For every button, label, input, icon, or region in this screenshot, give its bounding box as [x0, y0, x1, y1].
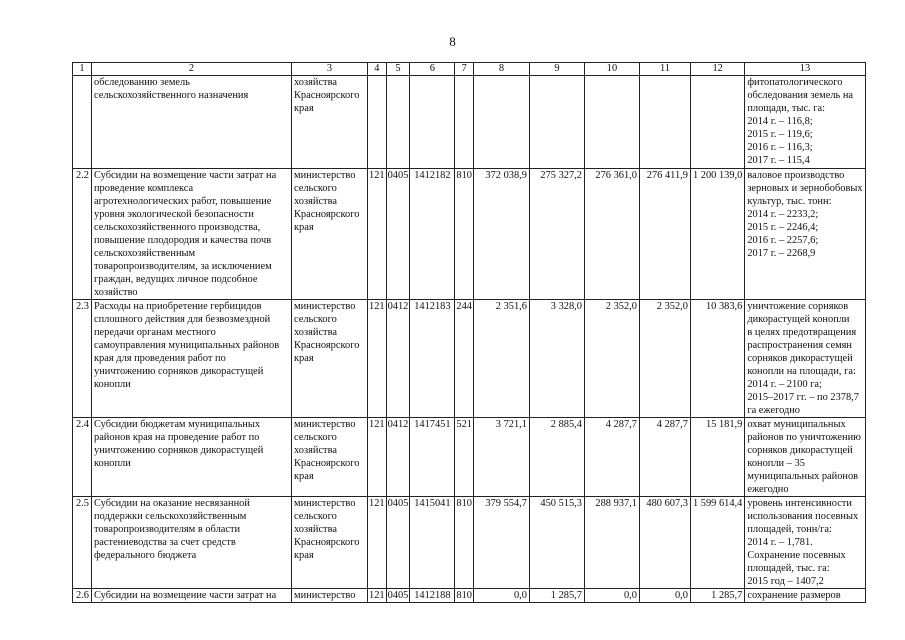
expected-result-line: уровень интенсивности [747, 498, 852, 509]
measure-name-line: уровня экологической безопасности [94, 209, 254, 220]
expected-result [745, 589, 865, 603]
header-cell-9: 9 [529, 63, 584, 76]
code-section-cell: 0405 [386, 169, 410, 300]
measure-name-line: Субсидии бюджетам муниципальных [94, 419, 261, 430]
measure-name [92, 497, 292, 589]
code-expense-cell [455, 76, 474, 169]
amount-2014-cell: 2 351,6 [473, 300, 529, 418]
row-number: 2.3 [73, 300, 92, 418]
agency-cell-line: Красноярского [294, 537, 360, 548]
agency-cell-line: сельского [294, 432, 337, 443]
expected-result-line: конопли на площади, га: [747, 366, 856, 377]
row-number: 2.2 [73, 169, 92, 300]
table-header [73, 63, 866, 76]
expected-result-line: 2016 г. – 116,3; [747, 142, 813, 153]
table-row [73, 169, 866, 300]
amount-total-cell: 15 181,9 [690, 418, 744, 497]
amount-2016-cell: 288 937,1 [584, 497, 639, 589]
code-target-cell [410, 76, 455, 169]
amount-total-cell: 1 599 614,4 [690, 497, 744, 589]
expected-result-line: 2016 г. – 2257,6; [747, 235, 819, 246]
table-row [73, 418, 866, 497]
agency-cell [292, 76, 368, 169]
header-cell-5: 5 [386, 63, 410, 76]
agency-cell-line: края [294, 550, 314, 561]
expected-result [745, 418, 865, 497]
row-number: 2.4 [73, 418, 92, 497]
measure-name [92, 169, 292, 300]
amount-2014-cell [473, 76, 529, 169]
expected-result-line: сорняков дикорастущей [747, 445, 853, 456]
amount-2016-cell [584, 76, 639, 169]
agency-cell-line: хозяйства [294, 196, 337, 207]
amount-2015-cell: 275 327,2 [529, 169, 584, 300]
expected-result-line: культур, тыс. тонн: [747, 196, 832, 207]
expected-result-line: площадей, тонн/га: [747, 524, 832, 535]
measure-name-line: уничтожению сорняков дикорастущей [94, 445, 264, 456]
row-number: 2.6 [73, 589, 92, 603]
measure-name-line: хозяйство [94, 287, 138, 298]
header-cell-3: 3 [292, 63, 368, 76]
agency-cell [292, 418, 368, 497]
header-cell-6: 6 [410, 63, 455, 76]
amount-2016-cell: 0,0 [584, 589, 639, 603]
measure-name-line: агротехнологических работ, повышение [94, 196, 272, 207]
code-target-cell: 1415041 [410, 497, 455, 589]
agency-cell-line: министерство [294, 170, 356, 181]
amount-2015-cell [529, 76, 584, 169]
agency-cell [292, 300, 368, 418]
header-cell-13: 13 [745, 63, 865, 76]
expected-result-line: использования посевных [747, 511, 859, 522]
expected-result-line: сохранение размеров [747, 590, 841, 601]
header-cell-1: 1 [73, 63, 92, 76]
amount-total-cell: 1 200 139,0 [690, 169, 744, 300]
expected-result-line: районов по уничтожению [747, 432, 861, 443]
code-gp-cell: 121 [368, 497, 387, 589]
amount-total-cell: 10 383,6 [690, 300, 744, 418]
amount-2016-cell: 276 361,0 [584, 169, 639, 300]
code-gp-cell [368, 76, 387, 169]
expected-result [745, 497, 865, 589]
expected-result-line: 2015 г. – 2246,4; [747, 222, 819, 233]
table-row [73, 497, 866, 589]
header-cell-8: 8 [473, 63, 529, 76]
header-cell-7: 7 [455, 63, 474, 76]
table-body [73, 76, 866, 603]
expected-result-line: дикорастущей конопли [747, 314, 850, 325]
expected-result-line: 2014 г. – 2100 га; [747, 379, 822, 390]
expected-result-line: уничтожение сорняков [747, 301, 849, 312]
amount-2015-cell: 450 515,3 [529, 497, 584, 589]
expected-result-line: муниципальных районов [747, 471, 859, 482]
table-row [73, 589, 866, 603]
amount-total-cell: 1 285,7 [690, 589, 744, 603]
expected-result-line: 2014 г. – 2233,2; [747, 209, 819, 220]
expected-result-line: га ежегодно [747, 405, 801, 416]
amount-2014-cell: 0,0 [473, 589, 529, 603]
agency-cell-line: хозяйства [294, 77, 337, 88]
measure-name [92, 76, 292, 169]
expected-result-line: Сохранение посевных [747, 550, 846, 561]
expected-result-line: валовое производство [747, 170, 845, 181]
agency-cell-line: хозяйства [294, 524, 337, 535]
header-cell-2: 2 [92, 63, 292, 76]
header-cell-4: 4 [368, 63, 387, 76]
agency-cell [292, 589, 368, 603]
amount-2014-cell: 379 554,7 [473, 497, 529, 589]
measure-name-line: граждан, ведущих личное подсобное [94, 274, 258, 285]
row-number [73, 76, 92, 169]
agency-cell-line: хозяйства [294, 327, 337, 338]
measure-name-line: уничтожению сорняков дикорастущей [94, 366, 264, 377]
agency-cell-line: Красноярского [294, 209, 360, 220]
code-expense-cell: 810 [455, 169, 474, 300]
measure-name-line: края для проведения работ по [94, 353, 226, 364]
measure-name-line: сельскохозяйственного назначения [94, 90, 249, 101]
measure-name-line: проведение комплекса [94, 183, 194, 194]
agency-cell-line: края [294, 103, 314, 114]
measure-name-line: передачи органам местного [94, 327, 216, 338]
code-expense-cell: 244 [455, 300, 474, 418]
measure-name-line: конопли [94, 379, 131, 390]
measure-name-line: конопли [94, 458, 131, 469]
measure-name-line: растениеводства за счет средств [94, 537, 236, 548]
code-expense-cell: 521 [455, 418, 474, 497]
code-section-cell: 0412 [386, 300, 410, 418]
expected-result-line: сорняков дикорастущей [747, 353, 853, 364]
code-gp-cell: 121 [369, 590, 385, 601]
code-gp-cell: 121 [368, 300, 387, 418]
amount-2017-cell: 2 352,0 [639, 300, 690, 418]
expected-result-line: 2014 г. – 116,8; [747, 116, 813, 127]
expected-result [745, 169, 865, 300]
code-section-cell: 0405 [387, 590, 409, 601]
code-expense-cell: 810 [455, 497, 474, 589]
page-number: 8 [449, 34, 456, 49]
amount-2017-cell: 4 287,7 [639, 418, 690, 497]
code-expense-cell: 810 [456, 590, 472, 601]
expected-result [745, 300, 865, 418]
amount-2016-cell: 4 287,7 [584, 418, 639, 497]
expected-result-line: 2017 г. – 115,4 [747, 155, 810, 166]
expected-result-line: зерновых и зернобобовых [747, 183, 863, 194]
header-cell-11: 11 [639, 63, 690, 76]
agency-cell-line: Красноярского [294, 90, 360, 101]
expected-result-line: ежегодно [747, 484, 789, 495]
measure-name-line: поддержки сельскохозяйственным [94, 511, 247, 522]
code-gp-cell: 121 [368, 418, 387, 497]
code-target-cell: 1412182 [410, 169, 455, 300]
expected-result-line: конопли – 35 [747, 458, 805, 469]
budget-table [72, 62, 866, 603]
expected-result-line: обследования земель на [747, 90, 854, 101]
code-section-cell: 0412 [386, 418, 410, 497]
amount-2016-cell: 2 352,0 [584, 300, 639, 418]
measure-name [92, 300, 292, 418]
code-target-cell: 1412183 [410, 300, 455, 418]
agency-cell-line: сельского [294, 314, 337, 325]
agency-cell-line: края [294, 222, 314, 233]
measure-name [92, 589, 292, 603]
expected-result-line: 2017 г. – 2268,9 [747, 248, 816, 259]
expected-result [745, 76, 865, 169]
expected-result-line: 2015 г. – 119,6; [747, 129, 813, 140]
amount-2017-cell: 0,0 [639, 589, 690, 603]
measure-name-line: товаропроизводителям, за исключением [94, 261, 272, 272]
measure-name-line: сельскохозяйственного производства, [94, 222, 261, 233]
amount-total-cell [690, 76, 744, 169]
row-number: 2.5 [73, 497, 92, 589]
expected-result-line: 2014 г. – 1,781. [747, 537, 813, 548]
measure-name-line: Субсидии на возмещение части затрат на [94, 170, 277, 181]
agency-cell [292, 169, 368, 300]
measure-name-line: Расходы на приобретение гербицидов [94, 301, 262, 312]
code-target-cell: 1412188 [410, 589, 455, 603]
expected-result-line: площади, тыс. га: [747, 103, 826, 114]
amount-2015-cell: 2 885,4 [529, 418, 584, 497]
expected-result-line: 2015–2017 гг. – по 2378,7 [747, 392, 859, 403]
code-section-cell [386, 76, 410, 169]
agency-cell-line: Красноярского [294, 340, 360, 351]
measure-name-line: сплошного действия для безвозмездной [94, 314, 271, 325]
measure-name-line: Субсидии на оказание несвязанной [94, 498, 250, 509]
agency-cell-line: министерство [294, 590, 356, 601]
amount-2014-cell: 372 038,9 [473, 169, 529, 300]
table-row [73, 76, 866, 169]
code-gp-cell: 121 [368, 169, 387, 300]
measure-name-line: федерального бюджета [94, 550, 197, 561]
amount-2015-cell: 3 328,0 [529, 300, 584, 418]
measure-name-line: сельскохозяйственным [94, 248, 196, 259]
measure-name-line: повышение плодородия и качества почв [94, 235, 272, 246]
agency-cell [292, 497, 368, 589]
code-target-cell: 1417451 [410, 418, 455, 497]
amount-2017-cell: 480 607,3 [639, 497, 690, 589]
measure-name-line: районов края на проведение работ по [94, 432, 260, 443]
agency-cell-line: Красноярского [294, 458, 360, 469]
expected-result-line: в целях предотвращения [747, 327, 857, 338]
agency-cell-line: министерство [294, 419, 356, 430]
expected-result-line: распространения семян [747, 340, 852, 351]
agency-cell-line: сельского [294, 183, 337, 194]
amount-2017-cell: 276 411,9 [639, 169, 690, 300]
code-section-cell: 0405 [386, 497, 410, 589]
agency-cell-line: министерство [294, 301, 356, 312]
measure-name-line: Субсидии на возмещение части затрат на [94, 590, 277, 601]
amount-2014-cell: 3 721,1 [473, 418, 529, 497]
measure-name-line: самоуправления муниципальных районов [94, 340, 280, 351]
measure-name-line: товаропроизводителям в области [94, 524, 241, 535]
amount-2015-cell: 1 285,7 [529, 589, 584, 603]
expected-result-line: 2015 год – 1407,2 [747, 576, 824, 587]
expected-result-line: фитопатологического [747, 77, 843, 88]
agency-cell-line: края [294, 471, 314, 482]
expected-result-line: площадей, тыс. га: [747, 563, 830, 574]
measure-name-line: обследованию земель [94, 77, 190, 88]
header-cell-12: 12 [690, 63, 744, 76]
agency-cell-line: края [294, 353, 314, 364]
header-cell-10: 10 [584, 63, 639, 76]
agency-cell-line: хозяйства [294, 445, 337, 456]
agency-cell-line: министерство [294, 498, 356, 509]
table-row [73, 300, 866, 418]
expected-result-line: охват муниципальных [747, 419, 846, 430]
agency-cell-line: сельского [294, 511, 337, 522]
amount-2017-cell [639, 76, 690, 169]
measure-name [92, 418, 292, 497]
